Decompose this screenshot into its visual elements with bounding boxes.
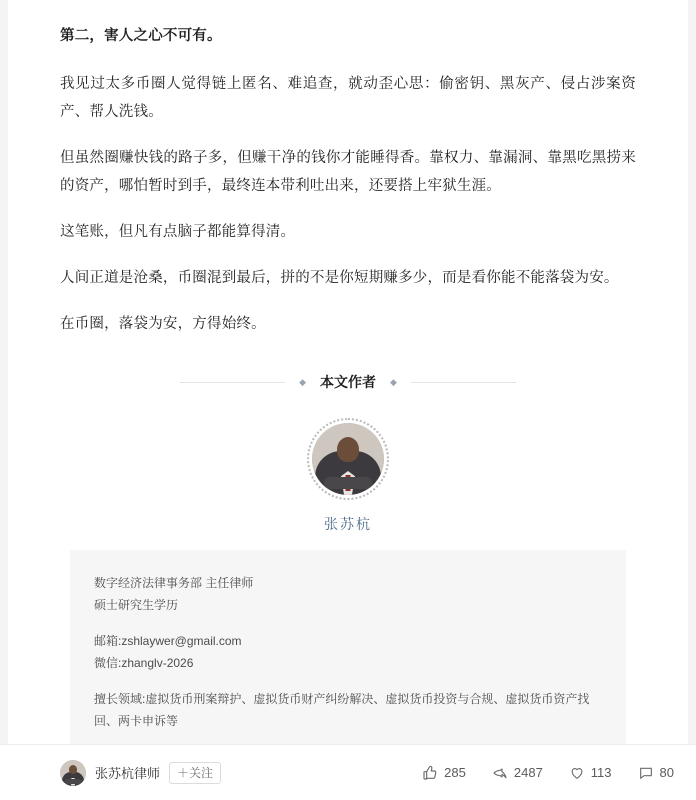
author-title-line-1: 数字经济法律事务部 主任律师	[94, 576, 254, 590]
paragraph: 在币圈，落袋为安，方得始终。	[60, 316, 266, 332]
page-left-edge	[0, 0, 8, 800]
bottom-author-area[interactable]	[60, 760, 221, 786]
author-name: 张苏杭	[324, 516, 372, 532]
share-button[interactable]	[492, 765, 543, 781]
bottom-stats	[422, 765, 674, 781]
author-info-card	[70, 550, 626, 758]
author-avatar-wrap	[60, 418, 636, 500]
diamond-icon: ◆	[299, 376, 306, 387]
comment-count: 80	[659, 765, 674, 780]
bottom-action-bar	[0, 744, 696, 800]
bottom-author-name[interactable]: 张苏杭律师	[95, 766, 161, 781]
author-contact-block	[94, 630, 602, 674]
divider-line-left	[180, 382, 285, 383]
paragraph: 但虽然圈赚快钱的路子多，但赚干净的钱你才能睡得香。靠权力、靠漏洞、靠黑吃黑捞来的资产，哪怕暂时到手，最终连本带利吐出来，还要搭上牢狱生涯。	[60, 150, 636, 194]
comment-icon	[638, 765, 654, 781]
author-section-divider	[60, 372, 636, 392]
author-title-line-2: 硕士研究生学历	[94, 598, 179, 612]
paragraph: 人间正道是沧桑，币圈混到最后，拼的不是你短期赚多少，而是看你能不能落袋为安。	[60, 270, 619, 286]
avatar[interactable]	[60, 760, 86, 786]
like-count: 285	[444, 765, 466, 780]
favorite-button[interactable]	[569, 765, 612, 781]
heart-icon	[569, 765, 585, 781]
author-section-title: 本文作者	[320, 374, 376, 390]
share-icon	[492, 765, 508, 781]
author-expertise: 擅长领域:虚拟货币刑案辩护、虚拟货币财产纠纷解决、虚拟货币投资与合规、虚拟货币资产找回、两卡申诉等	[94, 692, 590, 728]
diamond-icon: ◆	[390, 376, 397, 387]
author-wechat: 微信:zhanglv-2026	[94, 656, 194, 670]
author-title-block	[94, 572, 602, 616]
avatar-image	[312, 423, 384, 495]
author-email: 邮箱:zshlaywer@gmail.com	[94, 634, 242, 648]
avatar	[307, 418, 389, 500]
thumbs-up-icon	[422, 765, 438, 781]
like-button[interactable]	[422, 765, 466, 781]
favorite-count: 113	[590, 765, 612, 780]
paragraph: 这笔账，但凡有点脑子都能算得清。	[60, 224, 296, 240]
follow-button[interactable]: ＋关注	[169, 762, 221, 784]
paragraph: 我见过太多币圈人觉得链上匿名、难追查，就动歪心思：偷密钥、黑灰产、侵占涉案资产、帮人洗钱。	[60, 76, 636, 120]
page-right-edge	[688, 0, 696, 800]
share-count: 2487	[513, 765, 543, 780]
paragraph-heading: 第二，害人之心不可有。	[60, 28, 222, 44]
divider-line-right	[411, 382, 516, 383]
author-expertise-block	[94, 688, 602, 732]
comment-button[interactable]	[638, 765, 674, 781]
